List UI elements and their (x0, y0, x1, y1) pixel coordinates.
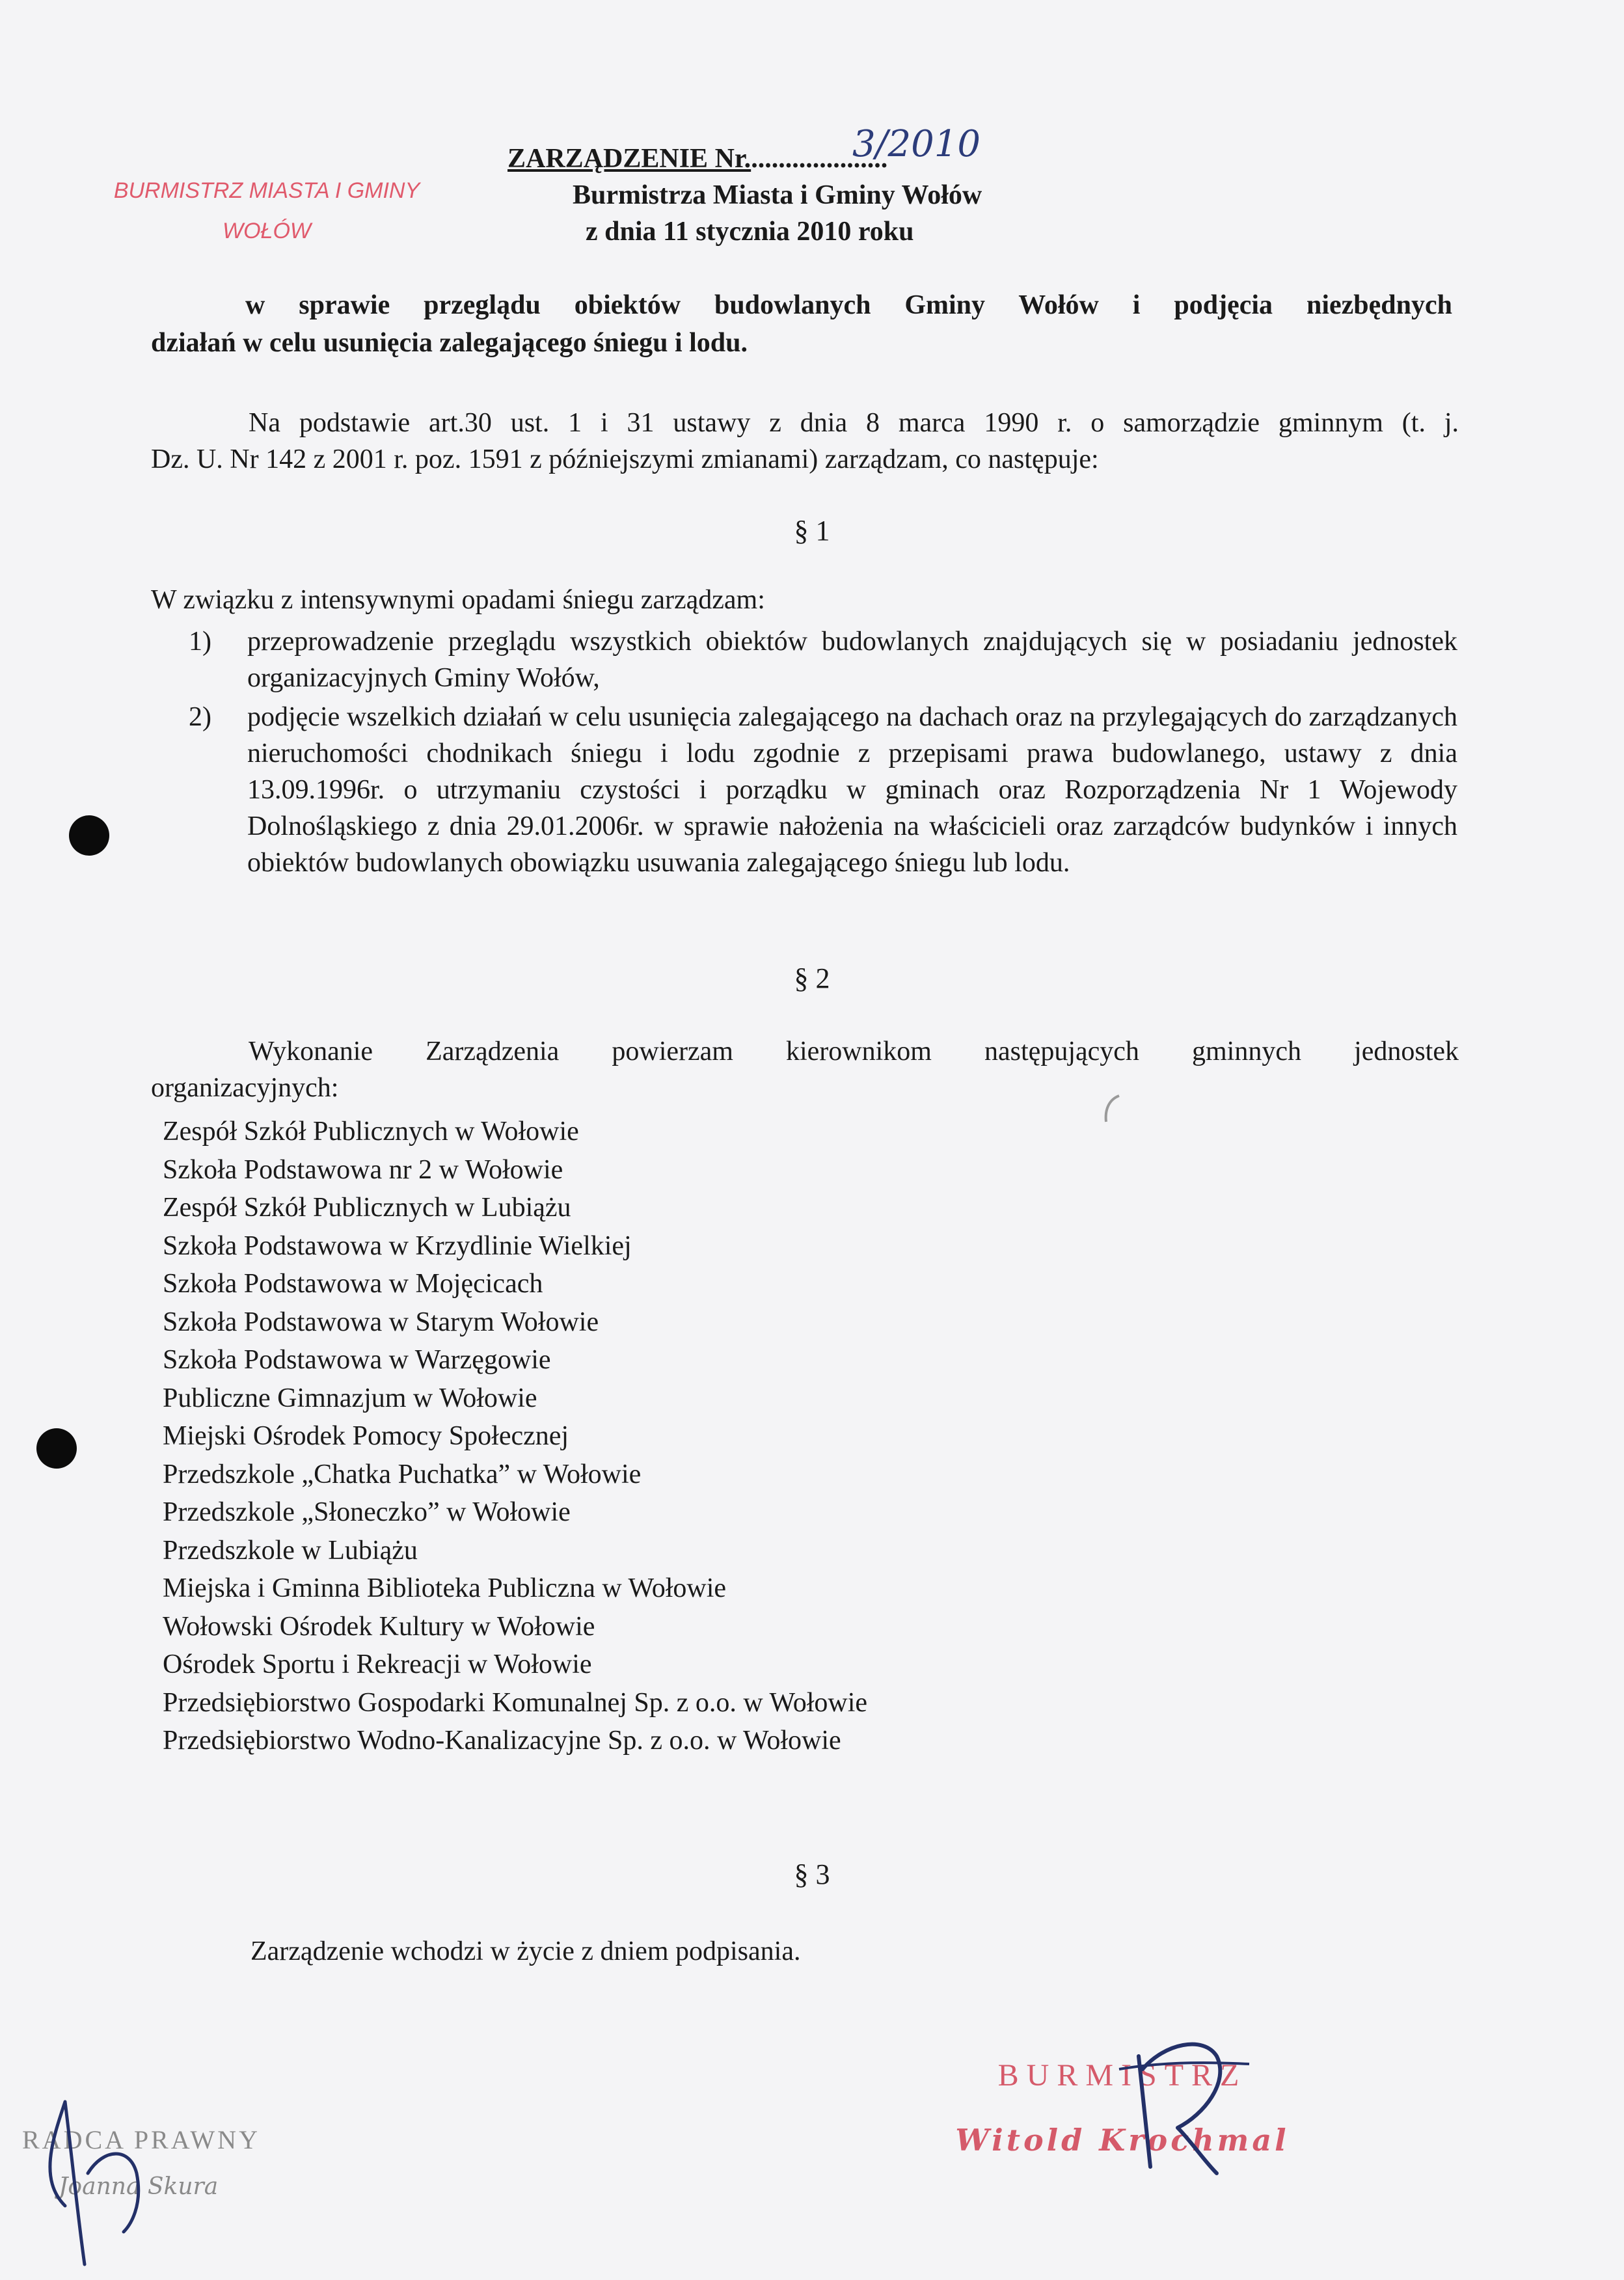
unit-item: Szkoła Podstawowa w Starym Wołowie (163, 1307, 599, 1337)
unit-item: Przedszkole „Chatka Puchatka” w Wołowie (163, 1459, 642, 1489)
unit-item: Przedsiębiorstwo Wodno-Kanalizacyjne Sp. z o.o. w Wołowie (163, 1726, 841, 1756)
subject-line1: w sprawie przeglądu obiektów budowlanych Gminy Wołów i podjęcia niezbędnych (245, 290, 1452, 320)
list-item (189, 699, 1457, 881)
issuer-stamp (72, 170, 462, 251)
document-header (508, 123, 1158, 250)
ordinance-subject (151, 286, 1452, 362)
section-2-sign: § 2 (794, 962, 830, 994)
unit-item: Publiczne Gimnazjum w Wołowie (163, 1383, 537, 1413)
legal-basis-line2: Dz. U. Nr 142 z 2001 r. poz. 1591 z późniejszymi zmianami) zarządzam, co następuje: (151, 444, 1099, 474)
legal-basis-line1: Na podstawie art.30 ust. 1 i 31 ustawy z dnia 8 marca 1990 r. o samorządzie gminnym (t. j. (249, 408, 1459, 438)
pen-mark (1100, 1093, 1126, 1132)
issuer-stamp-line1: BURMISTRZ MIASTA I GMINY (113, 178, 420, 203)
unit-item: Przedsiębiorstwo Gospodarki Komunalnej Sp. z o.o. w Wołowie (163, 1687, 868, 1718)
section-1-intro: W związku z intensywnymi opadami śniegu zarządzam: (151, 585, 765, 615)
ordinance-title: ZARZĄDZENIE Nr. (508, 144, 751, 174)
ordinance-authority: Burmistrza Miasta i Gminy Wołów (573, 180, 982, 210)
section-1-sign: § 1 (794, 515, 830, 547)
unit-item: Miejska i Gminna Biblioteka Publiczna w Wołowie (163, 1573, 727, 1603)
handwritten-ordinance-number: 3/2010 (852, 123, 981, 165)
unit-item: Szkoła Podstawowa w Warzęgowie (163, 1345, 551, 1375)
legal-counsel-name: Joanna Skura (59, 2173, 219, 2200)
unit-item: Ośrodek Sportu i Rekreacji w Wołowie (163, 1649, 592, 1679)
legal-basis (151, 405, 1459, 478)
list-item-number: 2) (189, 702, 211, 732)
issuer-stamp-line2: WOŁÓW (223, 219, 311, 243)
list-item-text: podjęcie wszelkich działań w celu usunięcia zalegającego na dachach oraz na przylegających do zarządzanych nieruchomości chodnikach śniegu i lodu zgodnie z przepisami prawa budowlanego, ustawy z dnia 13.09.1996r. o utrzymaniu czystości i porządku w gminach oraz Rozporządzenia Nr 1 Wojewody Dolnośląskiego z dnia 29.01.2006r. w sprawie nałożenia na właścicieli oraz zarządców budynków i innych obiektów budowlanych obowiązku usuwania zalegającego śniegu lub lodu. (247, 702, 1457, 878)
section-2-intro (151, 1033, 1459, 1106)
section-3-text: Zarządzenie wchodzi w życie z dniem podpisania. (250, 1936, 801, 1966)
units-list (163, 1113, 950, 1760)
ordinance-date: z dnia 11 stycznia 2010 roku (586, 217, 914, 247)
mayor-stamp-title: BURMISTRZ (997, 2058, 1247, 2093)
ordinance-number-dots: .................... (751, 144, 888, 174)
unit-item: Szkoła Podstawowa w Krzydlinie Wielkiej (163, 1230, 632, 1261)
section-1-list (189, 623, 1457, 884)
unit-item: Miejski Ośrodek Pomocy Społecznej (163, 1421, 569, 1451)
list-item (189, 623, 1457, 696)
unit-item: Wołowski Ośrodek Kultury w Wołowie (163, 1611, 595, 1642)
unit-item: Zespół Szkół Publicznych w Wołowie (163, 1117, 579, 1147)
punch-hole (36, 1428, 77, 1469)
mayor-stamp-name: Witold Krochmal (955, 2123, 1290, 2158)
unit-item: Zespół Szkół Publicznych w Lubiążu (163, 1193, 571, 1223)
unit-item: Szkoła Podstawowa nr 2 w Wołowie (163, 1154, 563, 1185)
list-item-number: 1) (189, 627, 211, 657)
unit-item: Przedszkole „Słoneczko” w Wołowie (163, 1497, 571, 1527)
ordinance-title-row (508, 123, 1158, 177)
section-3-sign: § 3 (794, 1858, 830, 1890)
punch-hole (69, 815, 109, 856)
mayor-signature (1106, 2030, 1275, 2186)
subject-line2: działań w celu usunięcia zalegającego śniegu i lodu. (151, 328, 748, 358)
section-2-intro-line1: Wykonanie Zarządzenia powierzam kierownikom następujących gminnych jednostek (249, 1037, 1459, 1066)
legal-counsel-title: RADCA PRAWNY (22, 2125, 260, 2154)
section-2-intro-line2: organizacyjnych: (151, 1073, 339, 1103)
unit-item: Przedszkole w Lubiążu (163, 1535, 418, 1566)
list-item-text: przeprowadzenie przeglądu wszystkich obiektów budowlanych znajdujących się w posiadaniu jednostek organizacyjnych Gminy Wołów, (247, 627, 1457, 693)
legal-counsel-signature (26, 2089, 195, 2271)
unit-item: Szkoła Podstawowa w Mojęcicach (163, 1269, 543, 1299)
